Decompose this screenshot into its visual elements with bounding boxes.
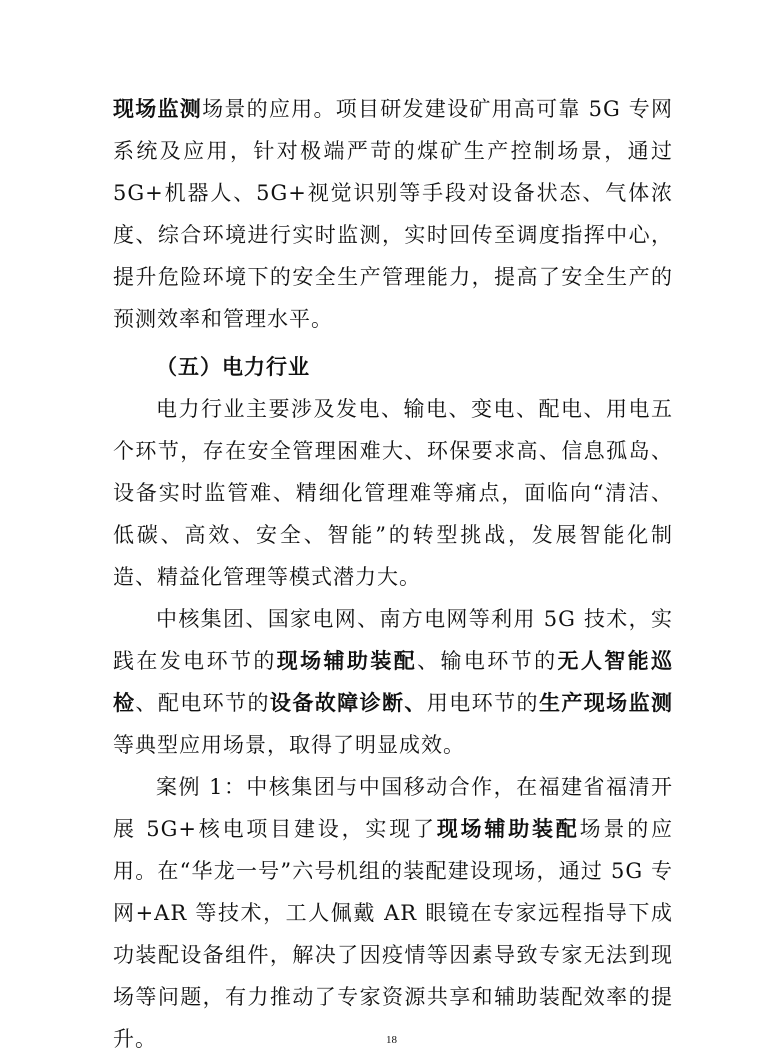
paragraph <box>113 598 673 766</box>
paragraph: 电力行业主要涉及发电、输电、变电、配电、用电五个环节，存在安全管理困难大、环保要求高、信息孤岛、设备实时监管难、精细化管理难等痛点，面临向“清洁、低碳、高效、安全、智能”的转型挑战，发展智能化制造、精益化管理等模式潜力大。 <box>113 397 673 589</box>
paragraph <box>113 88 673 340</box>
text-run: 场景的应用。在“华龙一号”六号机组的装配建设现场，通过 5G 专网+AR 等技术，工人佩戴 AR 眼镜在专家远程指导下成功装配设备组件，解决了因疫情等因素导致专家无法到现场等问题，有力推动了专家资源共享和辅助装配效率的提升。 <box>113 817 674 1051</box>
bold-term: 生产现场监测 <box>538 691 674 715</box>
text-run: 案例 1：中核集团与中国移动合作，在福建省福清开展 5G+核电项目建设，实现了 <box>113 775 673 841</box>
paragraph <box>113 766 673 1060</box>
section-heading-block <box>113 346 673 388</box>
bold-term: 现场监测 <box>113 97 203 121</box>
text-run: 用电环节的 <box>426 691 539 715</box>
bold-term: 设备故障诊断、 <box>269 691 427 715</box>
section-heading: （五）电力行业 <box>156 355 310 379</box>
text-run: 、配电环节的 <box>135 691 270 715</box>
paragraph-monitoring-case <box>113 88 673 340</box>
paragraph-5g-practice <box>113 598 673 766</box>
text-run: 等典型应用场景，取得了明显成效。 <box>113 733 465 757</box>
text-run: 中核集团、国家电网、南方电网等利用 5G 技术，实践在发电环节的 <box>113 607 673 673</box>
text-run: 场景的应用。项目研发建设矿用高可靠 5G 专网系统及应用，针对极端严苛的煤矿生产控制场景，通过 5G+机器人、5G+视觉识别等手段对设备状态、气体浓度、综合环境进行实时监测，实时回传至调度指挥中心，提升危险环境下的安全生产管理能力，提高了安全生产的预测效率和管理水平。 <box>113 97 673 331</box>
bold-term: 现场辅助装配 <box>276 649 418 673</box>
paragraph-case-1 <box>113 766 673 1060</box>
page-number: 18 <box>386 1034 397 1046</box>
text-run: 、输电环节的 <box>417 649 558 673</box>
bold-term: 无人智能巡检 <box>113 649 674 715</box>
bold-term: 现场辅助装配 <box>436 817 580 841</box>
paragraph-power-industry <box>113 388 673 598</box>
